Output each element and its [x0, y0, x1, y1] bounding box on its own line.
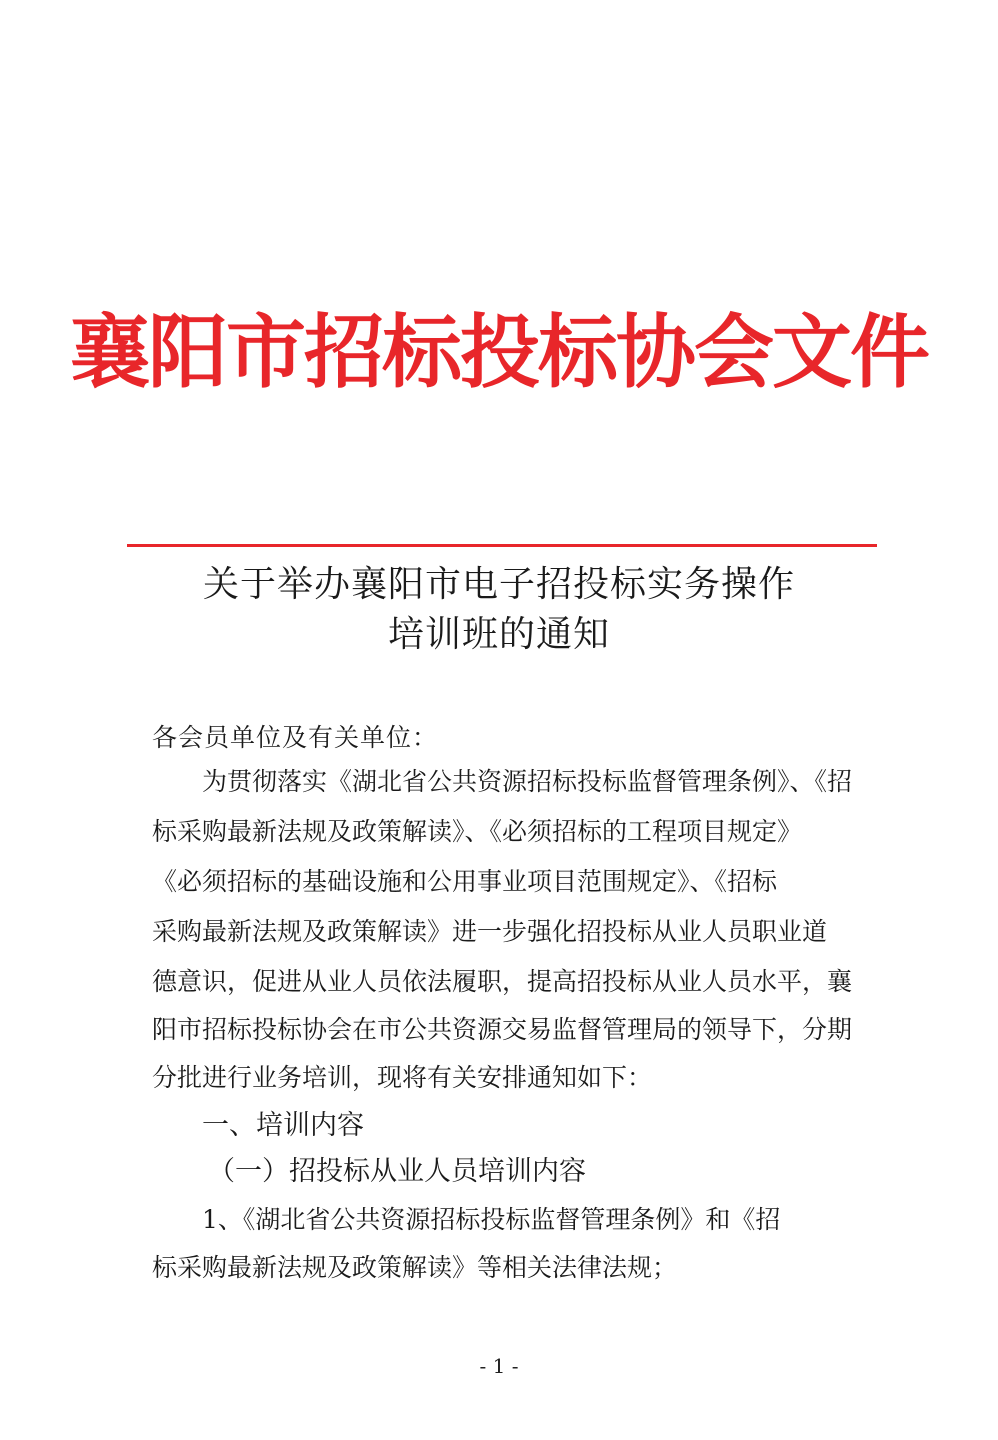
document-title-line-1: 关于举办襄阳市电子招投标实务操作 [202, 564, 795, 605]
subsection-heading: （一）招投标从业人员培训内容 [208, 1156, 586, 1187]
issuer-title: 襄阳市招标投标协会文件 [70, 305, 928, 399]
intro-line: 采购最新法规及政策解读》进一步强化招投标从业人员职业道 [152, 917, 828, 946]
intro-line: 德意识，促进从业人员依法履职，提高招投标从业人员水平，襄 [152, 967, 853, 996]
intro-line: 标采购最新法规及政策解读》、《必须招标的工程项目规定》 [152, 817, 803, 846]
page-number: - 1 - [479, 1354, 519, 1378]
item-line: 标采购最新法规及政策解读》等相关法律法规； [152, 1253, 678, 1282]
section-heading: 一、培训内容 [202, 1110, 364, 1141]
document-title-line-2: 培训班的通知 [387, 614, 610, 655]
intro-line: 为贯彻落实《湖北省公共资源招标投标监督管理条例》、《招 [202, 767, 853, 796]
document-title [0, 560, 998, 660]
intro-line: 《必须招标的基础设施和公用事业项目范围规定》、《招标 [152, 867, 778, 896]
salutation: 各会员单位及有关单位： [152, 723, 439, 752]
red-divider-line [127, 544, 877, 547]
intro-line: 阳市招标投标协会在市公共资源交易监督管理局的领导下，分期 [152, 1015, 853, 1044]
item-line: 1、《湖北省公共资源招标投标监督管理条例》和《招 [202, 1205, 781, 1234]
intro-line: 分批进行业务培训，现将有关安排通知如下： [152, 1063, 653, 1092]
